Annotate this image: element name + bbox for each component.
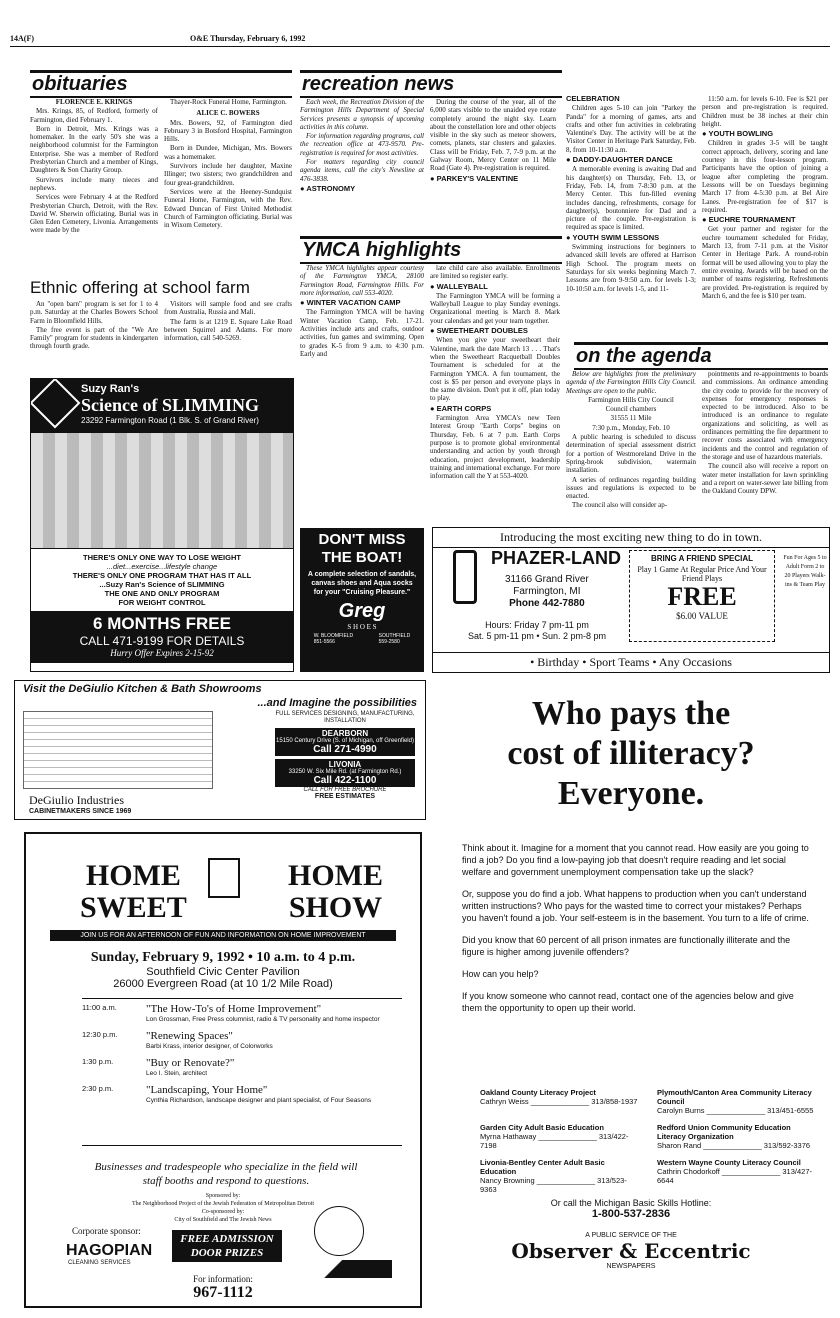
neighborhood-project-logo-icon — [314, 1206, 364, 1256]
obituary-name: ALICE C. BOWERS — [196, 109, 260, 118]
slimming-phone: CALL 471-9199 FOR DETAILS — [79, 634, 245, 648]
schedule-time: 11:00 a.m. — [82, 1003, 117, 1012]
showroom-name: LIVONIA — [328, 760, 362, 769]
schedule-desc: Barbi Krass, interior designer, of Colorworks — [146, 1043, 273, 1050]
contact-person: Cathrin Chodorkoff ______________ 313/427-6644 — [657, 1167, 812, 1185]
showroom-address: 15150 Century Drive (S. of Michigan, off Greenfield) — [276, 738, 414, 744]
show-schedule — [82, 998, 402, 1146]
phazer-phone: Phone 442-7880 — [509, 598, 585, 609]
schedule-row — [82, 1030, 402, 1051]
recreation-col4 — [702, 95, 828, 320]
store-location: SOUTHFIELD — [378, 633, 411, 639]
free-admission-box — [172, 1230, 282, 1262]
obituary-text: Mrs. Krings, 85, of Redford, formerly of Farmington, died February 1. — [30, 107, 158, 124]
show-phone: 967-1112 — [193, 1284, 253, 1301]
article-text: pointments and re-appointments to boards and commissions. An ordinance amending the city code to provide for the recovery of expenses for emergency responses is expected to be introduced. Also to be introduced is an ordinance to regulate organizations and soliciting, as well as ordinances permitting the fire department to recover costs associated with emergency incidents and the control and regulation of the storage and use of hazardous materials. — [702, 370, 828, 461]
contact-org: Livonia-Bentley Center Adult Basic Education — [480, 1158, 605, 1176]
schedule-time: 1:30 p.m. — [82, 1057, 114, 1066]
subhead: ● WALLEYBALL — [430, 281, 488, 291]
article-text: 11:50 a.m. for levels 6-10. Fee is $21 per person and pre-registration is required. Children must be 38 inches at their chin height. — [702, 95, 828, 128]
showroom-address: 33250 W. Six Mile Rd. (at Farmington Rd.) — [288, 769, 402, 775]
ad-line: THERE'S ONLY ONE WAY TO LOSE WEIGHT — [83, 553, 241, 562]
greg-logo: Greg — [338, 600, 386, 622]
slimming-expiry: Hurry Offer Expires 2-15-92 — [110, 648, 214, 658]
subhead: ● DADDY-DAUGHTER DANCE — [566, 155, 673, 165]
door-prizes: DOOR PRIZES — [190, 1247, 264, 1259]
contact-org: Garden City Adult Basic Education — [480, 1123, 604, 1132]
recreation-col2 — [430, 98, 556, 218]
sponsor-label: Co-sponsored by: — [201, 1209, 245, 1215]
obituary-text: Services were at the Heeney-Sundquist Funeral Home, Farmington, with the Rev. Edward Duncan of First United Methodist Church of Farmington officiating. Burial was in Wixom Cemetery. — [164, 187, 292, 230]
store-location: W. BLOOMFIELD — [313, 633, 354, 639]
coupon-text: Play 1 Game At Regular Price And Your Friend Plays — [637, 565, 767, 583]
article-text: For matters regarding city council agenda items, call the city's Newsline at 476-3838. — [300, 158, 424, 183]
contact-org: Western Wayne County Literacy Council — [657, 1158, 801, 1167]
header-rule — [10, 46, 830, 47]
coupon — [629, 550, 775, 642]
kitchen-illustration — [23, 711, 213, 789]
slimming-name: Science of SLIMMING — [81, 395, 259, 415]
contact-entry — [480, 1123, 643, 1150]
show-venue: Southfield Civic Center Pavilion — [146, 966, 300, 978]
contact-org: Redford Union Community Education Literacy Organization — [657, 1123, 791, 1141]
meeting-info: 31555 11 Mile — [610, 414, 652, 423]
article-text: late child care also available. Enrollments are limited so register early. — [430, 264, 560, 281]
article-text: The Farmington YMCA will be forming a Walleyball League to play Sunday evenings. Organizational meeting is March 8. Mark your calendars and get your team together. — [430, 291, 560, 325]
degiulio-brochure: CALL FOR FREE BROCHURE — [303, 787, 387, 793]
obituary-text: Born in Detroit, Mrs. Krings was a homemaker. In the early 50's she was a neighborhood columnist for the Farmington Enterprise. She was a member of Redford Presbyterian Church and a member of Kings, Daughters & Son Charity Group. — [30, 124, 158, 175]
contact-entry — [657, 1088, 820, 1115]
contact-org: Oakland County Literacy Project — [480, 1088, 596, 1097]
phazer-hours: Sat. 5 pm-11 pm • Sun. 2 pm-8 pm — [467, 631, 607, 641]
article-text: The farm is at 1219 E. Square Lake Road between Squirrel and Adams. For more information, call 540-5269. — [164, 317, 292, 343]
article-text: Farmington Area YMCA's new Teen Interest Group "Earth Corps" begins on Thursday, Feb. 6 at 7 p.m. Earth Corps purpose is to promote global environmental understanding and action by youth through education, project development, leadership training and international exchange. For more information call the Y at 553-4020. — [430, 414, 560, 481]
article-text: A public hearing is scheduled to discuss determination of special assessment district for a portion of Westmoreland Drive in the Spring-brook subdivision, watermain installation. — [566, 433, 696, 475]
slimming-brand: Suzy Ran's — [81, 383, 140, 395]
contact-person: Myrna Hathaway ______________ 313/422-7198 — [480, 1132, 629, 1150]
schedule-title: "Landscaping, Your Home" — [146, 1084, 268, 1096]
contact-org: Plymouth/Canton Area Community Literacy Council — [657, 1088, 812, 1106]
ethnic-col2 — [164, 300, 292, 360]
showroom-phone: Call 422-1100 — [313, 775, 377, 786]
show-title: SWEET — [80, 891, 187, 924]
contact-person: Nancy Browning ______________ 313/523-9363 — [480, 1176, 627, 1194]
schedule-desc: Lon Grossman, Free Press columnist, radio & TV personality and home inspector — [146, 1016, 380, 1023]
article-text: Children in grades 3-5 will be taught correct approach, delivery, scoring and lane courtesy in this four-lesson program. Participants have the option of joining a league after completing the program. Lessons will be on Tuesdays beginning March 17 from 4-5:30 p.m. at Bel Aire Lanes. Pre-registration fee of $17 is required. — [702, 139, 828, 214]
subhead: ● EUCHRE TOURNAMENT — [702, 215, 796, 225]
showroom-name: DEARBORN — [321, 729, 369, 738]
subhead: ● ASTRONOMY — [300, 183, 356, 193]
show-title: HOME — [288, 859, 383, 892]
phazer-land-ad — [432, 527, 830, 673]
coupon-value: $6.00 VALUE — [676, 611, 728, 621]
greg-sub: S H O E S — [347, 623, 377, 631]
phazer-side-note: Fun For Ages 5 to Adult Form 2 to 20 Players Walk-ins & Team Play — [783, 555, 827, 588]
degiulio-ad — [14, 680, 426, 820]
schedule-row — [82, 1084, 402, 1105]
degiulio-services: FULL SERVICES DESIGNING, MANUFACTURING, INSTALLATION — [275, 711, 415, 724]
article-text: The council also will consider ap- — [572, 501, 668, 510]
schedule-title: "Renewing Spaces" — [146, 1030, 233, 1042]
ad-line: THE ONE AND ONLY PROGRAM — [104, 589, 220, 598]
sponsor-label: Sponsored by: — [205, 1193, 241, 1199]
phazer-footer: • Birthday • Sport Teams • Any Occasions — [433, 652, 829, 672]
recreation-col3 — [566, 95, 696, 320]
schedule-time: 2:30 p.m. — [82, 1084, 114, 1093]
article-text: The council also will receive a report on water meter installation for lawn sprinkling and a report on water-sewer late billing from the Oakland County DPW. — [702, 462, 828, 496]
literacy-contacts — [480, 1088, 820, 1194]
ymca-title: YMCA highlights — [300, 236, 562, 264]
article-text: During the course of the year, all of the 6,000 stars visible to the unaided eye rotate completely around the night sky. Learn about the constellation lore and other objects visible in the sky such as meteor showers, comets, planets, star clusters and galaxies. Class will be Friday, Feb. 7, 7-9 p.m. at the Galway Room, Mercy Center on 11 Mile Road (Gate 4). Pre-registration is required. — [430, 98, 556, 173]
free-admission: FREE ADMISSION — [180, 1233, 274, 1245]
article-text: These YMCA highlights appear courtesy of the Farmington YMCA, 28100 Farmington Road, Farmington Hills. For more information, call 553-4020. — [300, 264, 424, 297]
degiulio-logo: DeGiulio Industries — [29, 793, 124, 807]
phazer-hours: Hours: Friday 7 pm-11 pm — [485, 620, 589, 630]
paper-date: O&E Thursday, February 6, 1992 — [190, 34, 306, 43]
schedule-title: "The How-To's of Home Improvement" — [146, 1003, 322, 1015]
degiulio-since: CABINETMAKERS SINCE 1969 — [29, 808, 132, 815]
schedule-desc: Cynthia Richardson, landscape designer and plant specialist, of Four Seasons — [146, 1097, 372, 1104]
degiulio-headline: ...and Imagine the possibilities — [257, 697, 417, 709]
subhead: ● WINTER VACATION CAMP — [300, 298, 401, 308]
subhead: CELEBRATION — [566, 95, 620, 103]
contact-person: Sharon Rand ______________ 313/592-3376 — [657, 1141, 811, 1150]
laser-gun-icon — [453, 550, 477, 604]
sponsor-name: City of Southfield and The Jewish News — [174, 1217, 272, 1223]
literacy-ad — [432, 684, 830, 1312]
agenda-title: on the agenda — [574, 342, 828, 370]
obituary-text: Thayer-Rock Funeral Home, Farmington. — [170, 98, 287, 106]
obituaries-title: obituaries — [30, 70, 292, 98]
slimming-photo — [31, 433, 293, 549]
ethnic-headline: Ethnic offering at school farm — [30, 278, 250, 297]
slimming-address: 23292 Farmington Road (1 Blk. S. of Grand River) — [81, 416, 259, 425]
phazer-address: Farmington, MI — [513, 586, 581, 597]
article-text: A memorable evening is awaiting Dad and his daughter(s) on Thursday, Feb. 13, or Friday, Feb. 14, from 7-8:30 p.m. at the Mercy Center. This fun-filled evening includes dancing, refreshments, corsage for daughter(s), boutonniere for Dad and a picture of the couple. Pre-registration is required as space is limited. — [566, 165, 696, 232]
subhead: ● YOUTH SWIM LESSONS — [566, 232, 660, 242]
lifestyle-logo-icon — [30, 378, 80, 428]
literacy-headline: cost of illiteracy? — [507, 735, 755, 772]
contact-entry — [480, 1158, 643, 1194]
article-text: Get your partner and register for the euchre tournament scheduled for Friday, March 13, from 7-11 p.m. at the Visitor Center in Heritage Park. A round-robin format will be used allowing you to play the entire evening. Awards will be based on the number of teams registering. Refreshments are provided. Pre-registration is required by March 6, and the fee is $10 per team. — [702, 225, 828, 300]
coupon-free: FREE — [667, 582, 737, 611]
article-text: Each week, the Recreation Division of the Farmington Hills Department of Special Services presents a synopsis of upcoming activities in this column. — [300, 98, 424, 131]
hotline-number: 1-800-537-2836 — [591, 1208, 671, 1220]
schedule-time: 12:30 p.m. — [82, 1030, 118, 1039]
subhead: ● YOUTH BOWLING — [702, 129, 774, 139]
literacy-text: How can you help? — [462, 969, 539, 979]
show-info-label: For information: — [193, 1274, 253, 1284]
article-text: The Farmington YMCA will be having Winter Vacation Camp, Feb. 17-21. Activities include arts and crafts, outdoor activities, fun games and swimming. Open to grades K-5 from 9 a.m. to 4:30 p.m. Early and — [300, 308, 424, 358]
hagopian-sub: CLEANING SERVICES — [68, 1260, 131, 1266]
recreation-title: recreation news — [300, 70, 562, 98]
show-banner: JOIN US FOR AN AFTERNOON OF FUN AND INFORMATION ON HOME IMPROVEMENT — [50, 930, 396, 941]
schedule-title: "Buy or Renovate?" — [146, 1057, 235, 1069]
contact-person: Carolyn Burns ______________ 313/451-6555 — [657, 1106, 814, 1115]
sponsor-name: The Neighborhood Project of the Jewish Federation of Metropolitan Detroit — [131, 1201, 315, 1207]
article-text: For information regarding programs, call the recreation office at 473-9570. Pre-registration is required for most activities. — [300, 132, 424, 157]
greg-shoes-ad — [300, 528, 424, 672]
literacy-text: Think about it. Imagine for a moment that you cannot read. How easily are you going to find a job? Do you find a low-paying job that doesn't require reading and let social welfare and government unemployment compensation take up the slack? — [462, 843, 809, 877]
hotline-label: Or call the Michigan Basic Skills Hotline: — [550, 1198, 712, 1208]
hagopian-logo: HAGOPIAN — [66, 1242, 153, 1259]
obituary-name: FLORENCE E. KRINGS — [55, 98, 133, 106]
observer-eccentric-logo: Observer & Eccentric — [511, 1239, 751, 1263]
literacy-headline: Everyone. — [557, 775, 705, 812]
public-service-label: A PUBLIC SERVICE OF THE — [585, 1232, 677, 1239]
article-text: The free event is part of the "We Are Family" program for students in kindergarten through fourth grade. — [30, 325, 158, 351]
coupon-title: BRING A FRIEND SPECIAL — [650, 554, 754, 563]
show-title: HOME — [85, 859, 181, 892]
agenda-col2 — [702, 370, 828, 518]
ad-line: THERE'S ONLY ONE PROGRAM THAT HAS IT ALL — [72, 571, 252, 580]
obituary-text: Survivors include her daughter, Maxine Illinger; two sisters; two grandchildren and four great-grandchildren. — [164, 162, 292, 187]
ad-line: ...Suzy Ran's Science of SLIMMING — [99, 580, 225, 589]
contact-entry — [480, 1088, 643, 1115]
subhead: ● PARKEY'S VALENTINE — [430, 173, 519, 183]
article-text: Visitors will sample food and see crafts from Australia, Russia and Mali. — [164, 300, 292, 317]
phazer-intro: Introducing the most exciting new thing to do in town. — [433, 528, 829, 548]
article-text: A series of ordinances regarding building issues and regulations is expected to be enacted. — [566, 475, 696, 501]
degiulio-headline: Visit the DeGiulio Kitchen & Bath Showrooms — [23, 683, 262, 695]
show-date: Sunday, February 9, 1992 • 10 a.m. to 4 p.m. — [90, 950, 356, 965]
store-phone: 851-5566 — [313, 639, 335, 645]
literacy-text: Did you know that 60 percent of all prison inmates are functionally illiterate and the figure is higher among juvenile offenders? — [462, 935, 791, 957]
show-address: 26000 Evergreen Road (at 10 1/2 Mile Road) — [113, 978, 333, 990]
ymca-col1 — [300, 264, 424, 524]
schedule-row — [82, 1057, 402, 1078]
schedule-row — [82, 1003, 402, 1024]
home-show-ad — [24, 832, 422, 1308]
slimming-offer: 6 MONTHS FREE — [93, 614, 231, 633]
article-text: Children ages 5-10 can join "Parkey the Panda" for a morning of games, arts and crafts and other fun activities in celebrating Valentine's Day. The activity will be at the Visitor Center in Heritage Park Saturday, Feb. 8, from 10-11:30 a.m. — [566, 104, 696, 154]
literacy-headline: Who pays the — [531, 695, 731, 732]
contact-entry — [657, 1158, 820, 1194]
show-title: SHOW — [288, 891, 383, 924]
obituary-text: Mrs. Bowers, 92, of Farmington died February 3 in Botsford Hospital, Farmington Hills. — [164, 118, 292, 144]
newspapers-label: NEWSPAPERS — [606, 1263, 656, 1270]
obituary-krings — [30, 98, 158, 254]
show-business-note: Businesses and tradespeople who specialize in the field will staff booths and respond to questions. — [94, 1161, 358, 1187]
obituary-text: Services were February 4 at the Redford Presbyterian Church, Detroit, with the Rev. David W. Sherwin officiating. Burial was in Glen Eden Cemetery, Livonia. Arrangements were made by the — [30, 193, 158, 235]
subhead: ● EARTH CORPS — [430, 403, 492, 413]
literacy-text: If you know someone who cannot read, contact one of the agencies below and give them the opportunity to open up their world. — [462, 991, 794, 1013]
degiulio-estimates: FREE ESTIMATES — [314, 793, 376, 800]
phazer-address: 31166 Grand River — [505, 574, 589, 585]
ymca-col2 — [430, 264, 560, 524]
store-phone: 559-2580 — [378, 639, 400, 645]
greg-headline: DON'T MISS — [318, 531, 406, 548]
ethnic-col1 — [30, 300, 158, 360]
meeting-info: Council chambers — [605, 405, 657, 414]
recreation-col1 — [300, 98, 424, 218]
showroom-phone: Call 271-4990 — [313, 744, 377, 755]
slimming-ad — [30, 378, 294, 672]
schedule-desc: Leo I. Stein, architect — [146, 1070, 208, 1077]
meeting-info: Farmington Hills City Council — [588, 395, 674, 404]
ad-line: FOR WEIGHT CONTROL — [118, 598, 206, 607]
obituary-bowers — [164, 98, 292, 254]
obituary-text: Survivors include many nieces and nephews. — [30, 175, 158, 192]
meeting-info: 7:30 p.m., Monday, Feb. 10 — [592, 423, 670, 432]
greg-headline: THE BOAT! — [321, 549, 403, 566]
article-text: When you give your sweetheart their Valentine, mark the date March 13 . . . That's when the Sweetheart Racquetball Doubles Tournament is scheduled for at the Farmington YMCA. A fun tournament, the cost is $5 per person and everyone plays in the same division. Don't put it off, plan today to play. — [430, 336, 560, 403]
subhead: ● SWEETHEART DOUBLES — [430, 326, 528, 336]
corp-sponsor-label: Corporate sponsor: — [72, 1226, 141, 1236]
greg-body: A complete selection of sandals, canvas shoes and Aqua socks for your "Cruising Pleasure." — [307, 571, 417, 596]
page-number: 14A(F) — [10, 34, 34, 43]
phazer-name: PHAZER-LAND — [491, 548, 621, 568]
agenda-col1 — [566, 370, 696, 518]
ad-line: ...diet...exercise...lifestyle change — [106, 562, 218, 571]
article-text: Below are highlights from the preliminary agenda of the Farmington Hills City Council. Meetings are open to the public. — [566, 370, 696, 395]
house-icon — [208, 858, 240, 898]
literacy-text: Or, suppose you do find a job. What happens to production when you can't understand written instructions? Who pays for the wasted time to correct your mistakes? Perhaps you haven't found a job. Your self-esteem is in the basement. You turn to a life of crime. — [462, 889, 809, 923]
article-text: An "open barn" program is set for 1 to 4 p.m. Saturday at the Charles Bowers School Farm in Bloomfield Hills. — [30, 300, 158, 325]
contact-person: Cathryn Weiss ______________ 313/858-1937 — [480, 1097, 638, 1106]
article-text: Swimming instructions for beginners to advanced skill levels are offered at Harrison High School. The program meets on Saturdays for six weeks beginning March 7. Lessons are from 9-9:50 a.m. for levels 1-3; 10-10:50 a.m. for levels 1-5, and 11- — [566, 243, 696, 293]
obituary-text: Born in Dundee, Michigan, Mrs. Bowers was a homemaker. — [164, 144, 292, 161]
contact-entry — [657, 1123, 820, 1150]
